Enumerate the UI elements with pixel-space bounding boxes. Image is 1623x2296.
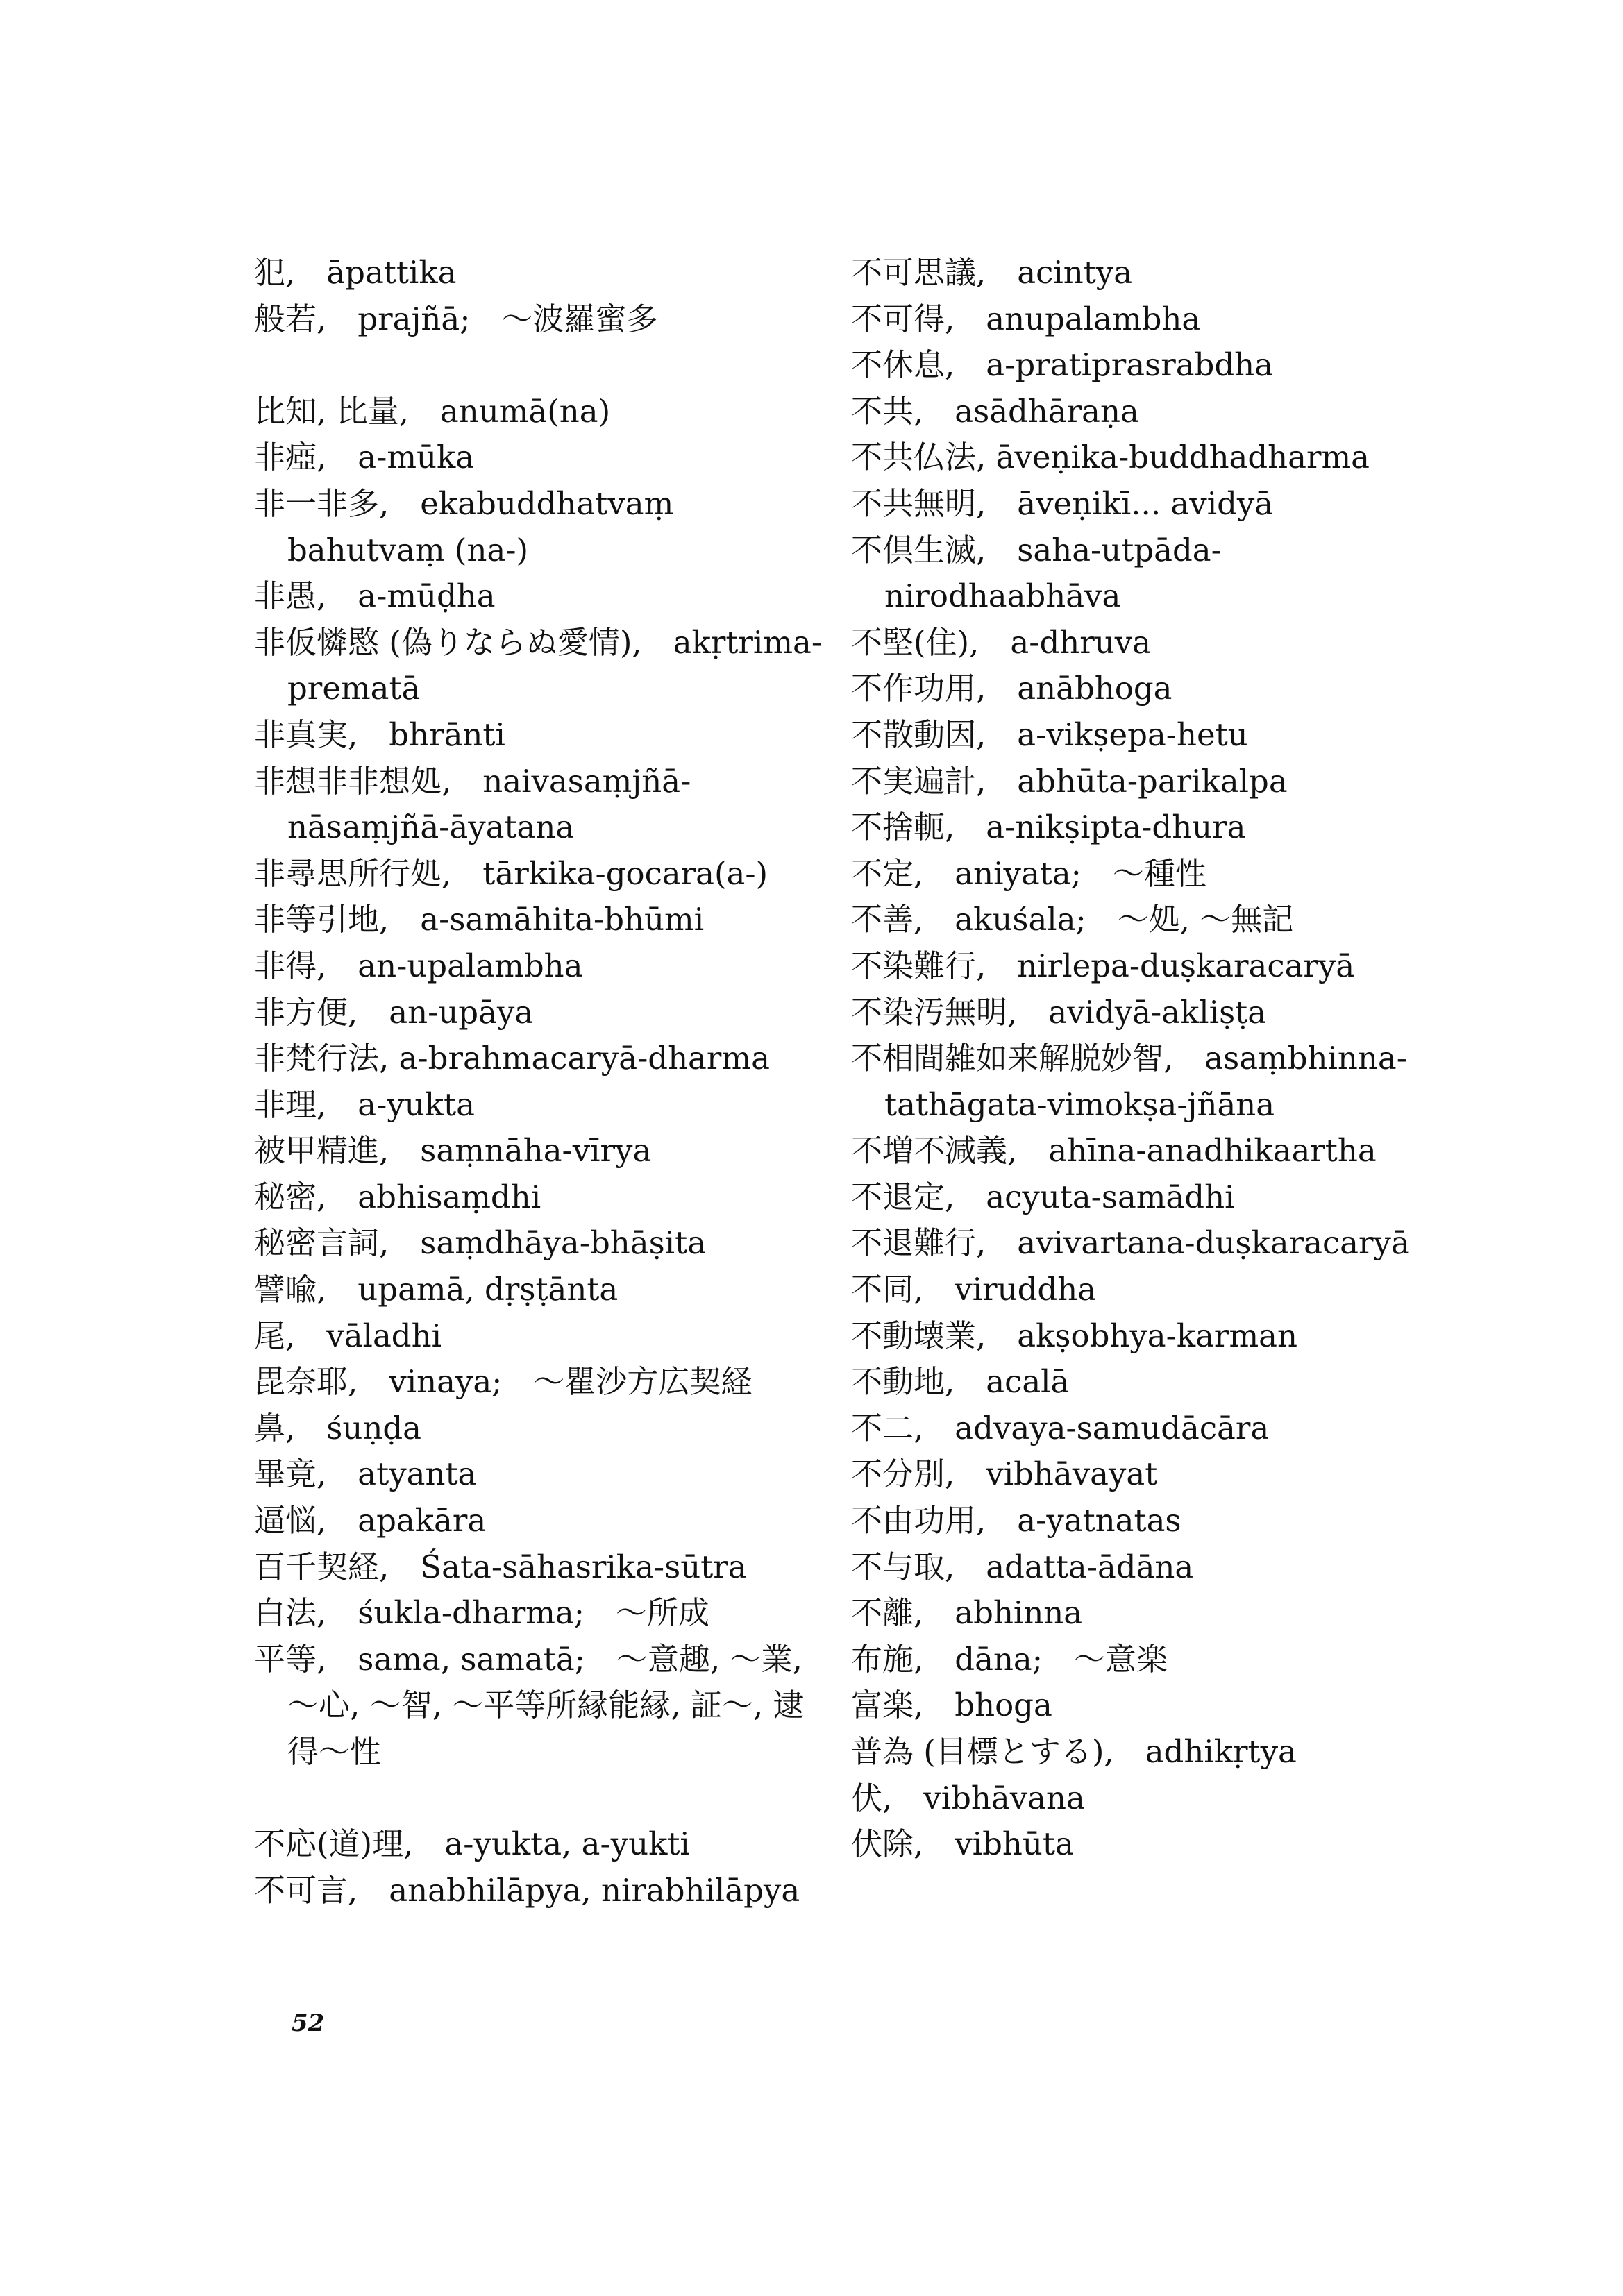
glossary-entry: 秘密, abhisaṃdhi bbox=[254, 1178, 541, 1215]
glossary-entry: 不応(道)理, a-yukta, a-yukti bbox=[254, 1825, 690, 1863]
glossary-entry: 不分別, vibhāvayat bbox=[851, 1455, 1158, 1493]
glossary-entry: 不散動因, a-vikṣepa-hetu bbox=[851, 716, 1248, 753]
glossary-entry: 不二, advaya-samudācāra bbox=[851, 1409, 1270, 1446]
glossary-entry: 不可思議, acintya bbox=[851, 254, 1133, 291]
glossary-entry: 不善, akuśala; 〜処, 〜無記 bbox=[851, 901, 1294, 938]
glossary-entry: 不染難行, nirlepa-duṣkaracaryā bbox=[851, 947, 1355, 984]
glossary-entry: 不倶生滅, saha-utpāda-nirodhaabhāva bbox=[851, 531, 1222, 615]
right-column bbox=[851, 250, 1434, 1868]
glossary-entry: 非梵行法, a-brahmacaryā-dharma bbox=[254, 1040, 770, 1077]
glossary-entry: 不離, abhinna bbox=[851, 1594, 1083, 1632]
glossary-entry: 非方便, an-upāya bbox=[254, 993, 534, 1031]
glossary-entry: 非想非非想処, naivasaṃjñā-nāsaṃjñā-āyatana bbox=[254, 762, 691, 846]
glossary-entry: 尾, vāladhi bbox=[254, 1317, 442, 1354]
glossary-entry: 不捨軛, a-nikṣipta-dhura bbox=[851, 809, 1246, 846]
glossary-entry: 不共, asādhāraṇa bbox=[851, 392, 1139, 430]
glossary-entry: 不増不減義, ahīna-anadhikaartha bbox=[851, 1132, 1377, 1170]
left-column bbox=[254, 250, 823, 1914]
glossary-entry: 逼悩, apakāra bbox=[254, 1502, 487, 1539]
glossary-entry: 富楽, bhoga bbox=[851, 1687, 1052, 1724]
glossary-entry: 毘奈耶, vinaya; 〜瞿沙方広契経 bbox=[254, 1363, 752, 1401]
glossary-entry: 不動壊業, akṣobhya-karman bbox=[851, 1317, 1297, 1354]
section-gap bbox=[254, 342, 823, 389]
glossary-entry: 伏除, vibhūta bbox=[851, 1825, 1074, 1863]
glossary-entry: 不退定, acyuta-samādhi bbox=[851, 1178, 1235, 1215]
glossary-entry: 非理, a-yukta bbox=[254, 1086, 475, 1123]
glossary-entry: 秘密言詞, saṃdhāya-bhāṣita bbox=[254, 1224, 706, 1262]
glossary-entry: 不休息, a-pratiprasrabdha bbox=[851, 346, 1273, 384]
glossary-entry: 非一非多, ekabuddhatvaṃ bahutvaṃ (na-) bbox=[254, 484, 684, 568]
glossary-entry: 不動地, acalā bbox=[851, 1363, 1070, 1401]
glossary-entry: 不作功用, anābhoga bbox=[851, 670, 1172, 707]
glossary-entry: 畢竟, atyanta bbox=[254, 1455, 477, 1493]
glossary-entry: 不可言, anabhilāpya, nirabhilāpya bbox=[254, 1871, 800, 1909]
glossary-entry: 不定, aniyata; 〜種性 bbox=[851, 854, 1206, 892]
glossary-entry: 不共無明, āveṇikī... avidyā bbox=[851, 484, 1274, 522]
glossary-entry: 非愚, a-mūḍha bbox=[254, 577, 496, 615]
glossary-entry: 不実遍計, abhūta-parikalpa bbox=[851, 762, 1288, 800]
glossary-entry: 伏, vibhāvana bbox=[851, 1779, 1085, 1816]
glossary-entry: 白法, śukla-dharma; 〜所成 bbox=[254, 1594, 709, 1632]
glossary-entry: 不同, viruddha bbox=[851, 1271, 1097, 1308]
glossary-entry: 譬喩, upamā, dṛṣṭānta bbox=[254, 1271, 619, 1308]
glossary-entry: 不由功用, a-yatnatas bbox=[851, 1502, 1181, 1539]
page-number: 52 bbox=[292, 2009, 325, 2037]
glossary-entry: 不可得, anupalambha bbox=[851, 300, 1201, 337]
glossary-entry: 不相間雑如来解脱妙智, asaṃbhinna-tathāgata-vimokṣa-jñāna bbox=[851, 1040, 1407, 1123]
glossary-entry: 非瘂, a-mūka bbox=[254, 439, 475, 476]
glossary-entry: 非尋思所行処, tārkika-gocara(a-) bbox=[254, 854, 768, 892]
glossary-entry: 平等, sama, samatā; 〜意趣, 〜業, 〜心, 〜智, 〜平等所縁能縁, 証〜, 逮得〜性 bbox=[254, 1640, 813, 1770]
glossary-entry: 犯, āpattika bbox=[254, 254, 457, 291]
glossary-entry: 被甲精進, saṃnāha-vīrya bbox=[254, 1132, 652, 1170]
glossary-entry: 非真実, bhrānti bbox=[254, 716, 505, 753]
glossary-entry: 普為 (目標とする), adhikṛtya bbox=[851, 1733, 1297, 1770]
section-gap bbox=[254, 1775, 823, 1822]
glossary-entry: 鼻, śuṇḍa bbox=[254, 1409, 421, 1446]
glossary-entry: 不染汚無明, avidyā-akliṣṭa bbox=[851, 993, 1267, 1031]
glossary-entry: 般若, prajñā; 〜波羅蜜多 bbox=[254, 300, 658, 337]
glossary-entry: 布施, dāna; 〜意楽 bbox=[851, 1640, 1168, 1678]
glossary-entry: 非等引地, a-samāhita-bhūmi bbox=[254, 901, 705, 938]
glossary-entry: 比知, 比量, anumā(na) bbox=[254, 392, 611, 430]
glossary-entry: 非得, an-upalambha bbox=[254, 947, 583, 984]
glossary-entry: 百千契経, Śata-sāhasrika-sūtra bbox=[254, 1548, 747, 1585]
glossary-entry: 不堅(住), a-dhruva bbox=[851, 623, 1151, 661]
glossary-entry: 不共仏法, āveṇika-buddhadharma bbox=[851, 439, 1370, 476]
glossary-entry: 非仮憐愍 (偽りならぬ愛情), akṛtrima-prematā bbox=[254, 623, 823, 707]
glossary-entry: 不与取, adatta-ādāna bbox=[851, 1548, 1194, 1585]
glossary-entry: 不退難行, avivartana-duṣkaracaryā bbox=[851, 1224, 1410, 1262]
